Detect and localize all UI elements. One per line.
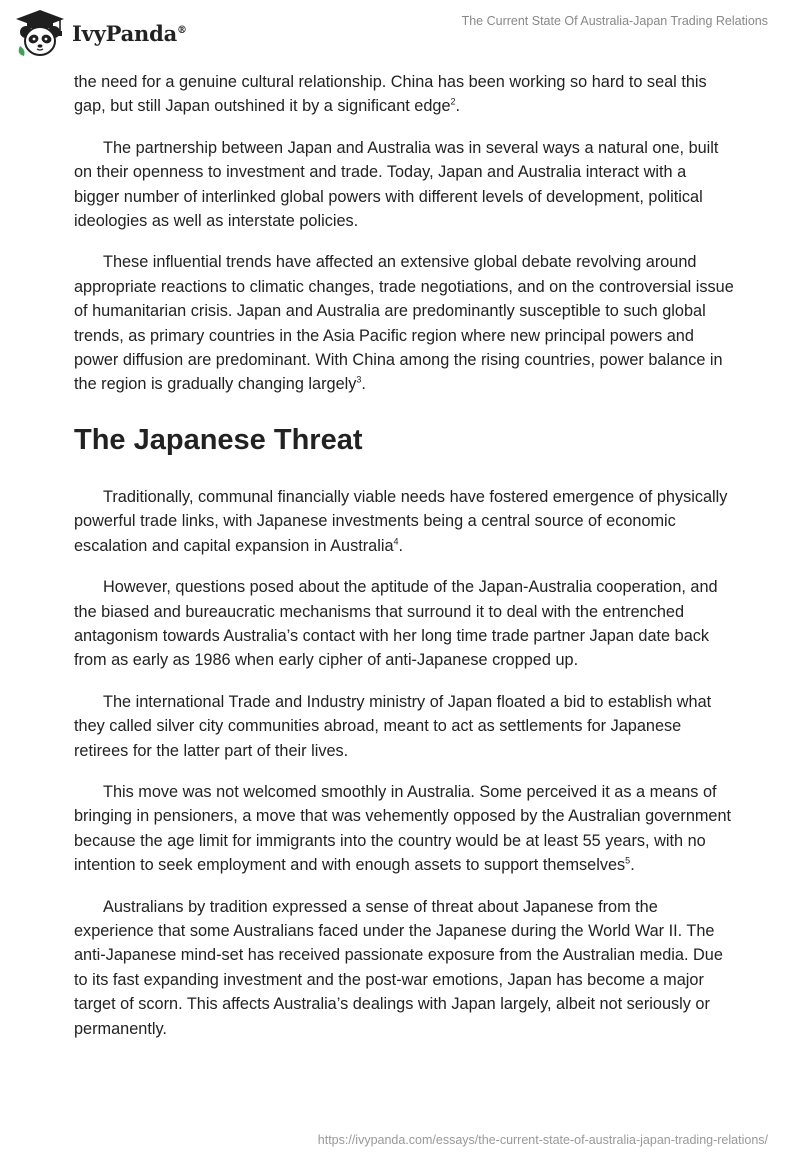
panda-graduate-icon: [14, 8, 66, 58]
source-url[interactable]: https://ivypanda.com/essays/the-current-state-of-australia-japan-trading-relations/: [317, 1133, 768, 1147]
brand-name: IvyPanda®: [72, 20, 187, 46]
document-title: The Current State Of Australia-Japan Trading Relations: [461, 14, 768, 28]
paragraph: Australians by tradition expressed a sense of threat about Japanese from the experience that some Australians faced under the Japanese during the World War II. The anti-Japanese mind-set has received passionate exposure from the Australian media. Due to its fast expanding investment and the post-war emotions, Japan has become a major target of scorn. This affects Australia’s dealings with Japan largely, albeit not seriously or permanently.: [74, 897, 723, 1038]
footnote-ref[interactable]: 4: [393, 536, 399, 547]
essay-body: [74, 70, 734, 1058]
ivypanda-logo[interactable]: [14, 8, 214, 58]
paragraph: However, questions posed about the aptitude of the Japan-Australia cooperation, and the biased and bureaucratic mechanisms that surround it to deal with the entrenched antagonism towards Australia’s contact with her long time trade partner Japan date back from as early as 1986 when early cipher of anti-Japanese cropped up.: [74, 578, 718, 670]
paragraph: Traditionally, communal financially viable needs have fostered emergence of physically powerful trade links, with Japanese investments being a central source of economic escalation and capital expansion in Australia$^4$.: [74, 487, 728, 555]
paragraph: This move was not welcomed smoothly in Australia. Some perceived it as a means of bringing in pensioners, a move that was vehemently opposed by the Australian government because the age limit for immigrants into the country would be at least 55 years, with no intention to seek employment and with enough assets to support themselves$^5$.: [74, 782, 732, 875]
footnote-ref[interactable]: 3: [356, 375, 362, 386]
section-heading: The Japanese Threat: [74, 423, 363, 456]
paragraph: the need for a genuine cultural relationship. China has been working so hard to seal this gap, but still Japan outshined it by a significant edge$^2$.: [74, 73, 707, 116]
page-header: [0, 0, 800, 70]
footnote-ref[interactable]: 2: [450, 96, 456, 107]
paragraph: These influential trends have affected an extensive global debate revolving around appropriate reactions to climatic changes, trade negotiations, and on the controversial issue of humanitarian crisis. Japan and Australia are predominantly susceptible to such global trends, as primary countries in the Asia Pacific region where new principal powers and power diffusion are predominant. With China among the rising countries, power balance in the region is gradually changing largely$^3$.: [74, 253, 734, 394]
footnote-ref[interactable]: 5: [625, 855, 631, 866]
paragraph: The partnership between Japan and Australia was in several ways a natural one, built on their openness to investment and trade. Today, Japan and Australia interact with a bigger number of interlinked global powers with different levels of development, political ideologies as well as interstate policies.: [74, 138, 719, 231]
paragraph: The international Trade and Industry ministry of Japan floated a bid to establish what they called silver city communities abroad, meant to act as settlements for Japanese retirees for the latter part of their lives.: [74, 692, 712, 760]
